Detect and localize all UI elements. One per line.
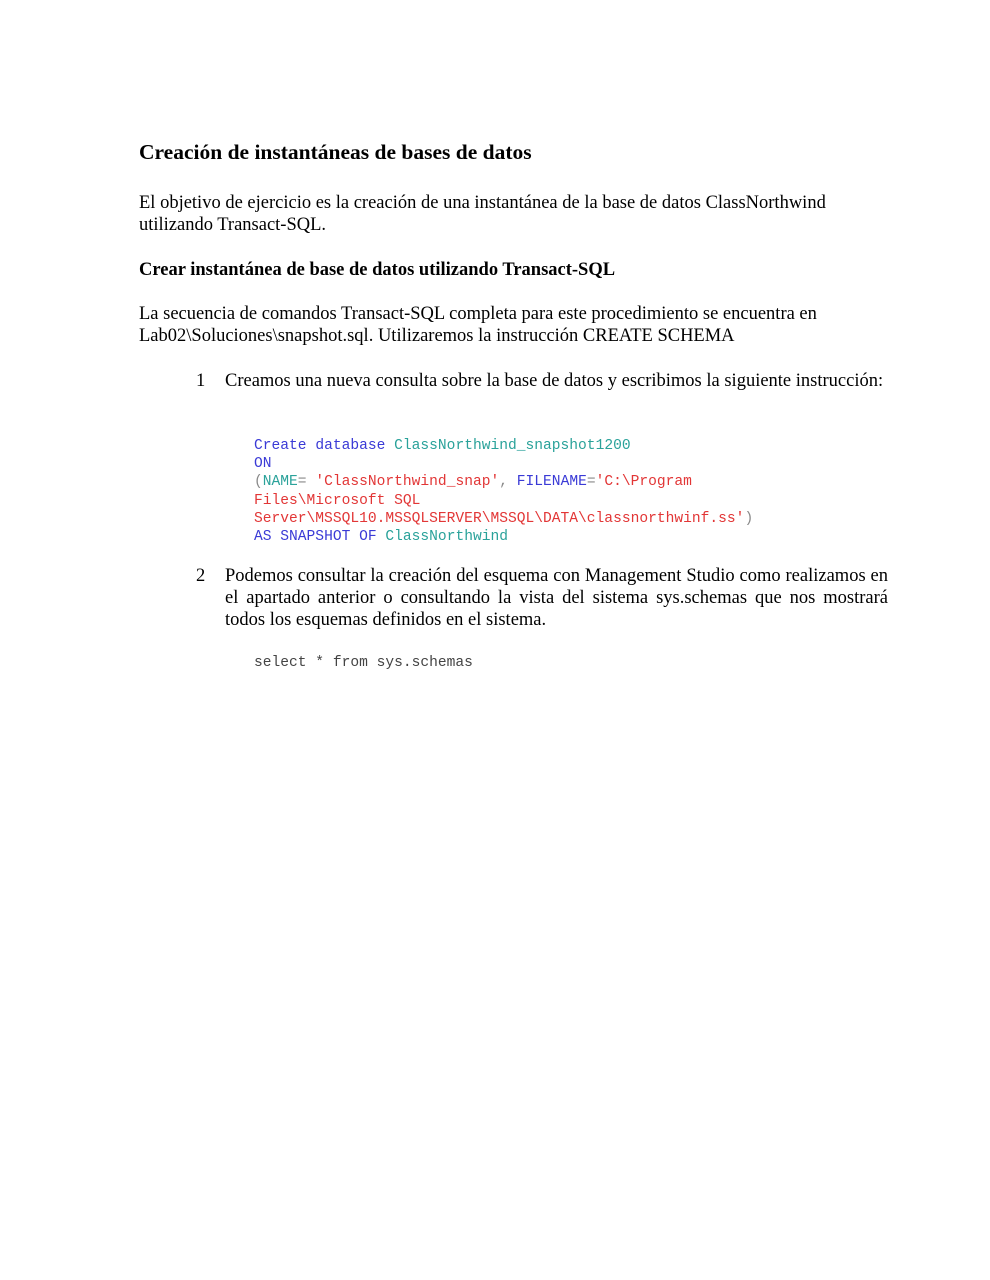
code-token: OF [359, 529, 377, 546]
step-number: 1 [196, 371, 206, 391]
description-paragraph: La secuencia de comandos Transact-SQL completa para este procedimiento se encuentra en Lab02\Soluciones\snapshot.sql. Utilizaremos la instrucción CREATE SCHEMA [139, 304, 817, 346]
code-token: FILENAME [516, 474, 587, 491]
intro-paragraph: El objetivo de ejercicio es la creación de una instantánea de la base de datos ClassNorthwind utilizando Transact-SQL. [139, 193, 826, 235]
document-title: Creación de instantáneas de bases de datos [139, 140, 532, 164]
code-token: database [315, 438, 386, 454]
code-token: Server\MSSQL10.MSSQLSERVER\MSSQL\DATA\classnorthwinf.ss' [254, 510, 745, 527]
code-token: Create [254, 438, 307, 454]
step-number: 2 [196, 566, 206, 586]
code-token: ) [744, 510, 754, 527]
code-block-select-schemas: select * from sys.schemas [254, 655, 473, 671]
step-text: Creamos una nueva consulta sobre la base de datos y escribimos la siguiente instrucción: [225, 371, 884, 391]
code-token: NAME [262, 474, 298, 491]
code-token: = [297, 474, 307, 491]
code-token: = [586, 474, 596, 491]
section-heading: Crear instantánea de base de datos utilizando Transact-SQL [139, 260, 616, 280]
code-token: ON [254, 456, 272, 473]
code-token: AS [254, 529, 272, 546]
code-token: SNAPSHOT [280, 529, 351, 546]
code-token: ( [254, 474, 263, 491]
code-token: 'C:\Program [595, 474, 692, 491]
code-block-create-snapshot [254, 437, 753, 546]
code-token: ClassNorthwind_snapshot1200 [394, 438, 631, 454]
step-text: Podemos consultar la creación del esquema con Management Studio como realizamos en el apartado anterior o consultando la vista del sistema sys.schemas que nos mostrará todos los esquemas definidos en el sistema. [225, 566, 888, 630]
code-token: 'ClassNorthwind_snap' [315, 474, 500, 491]
code-token: , [499, 474, 509, 491]
code-token: ClassNorthwind [385, 529, 508, 546]
code-token: Files\Microsoft SQL [254, 492, 421, 509]
